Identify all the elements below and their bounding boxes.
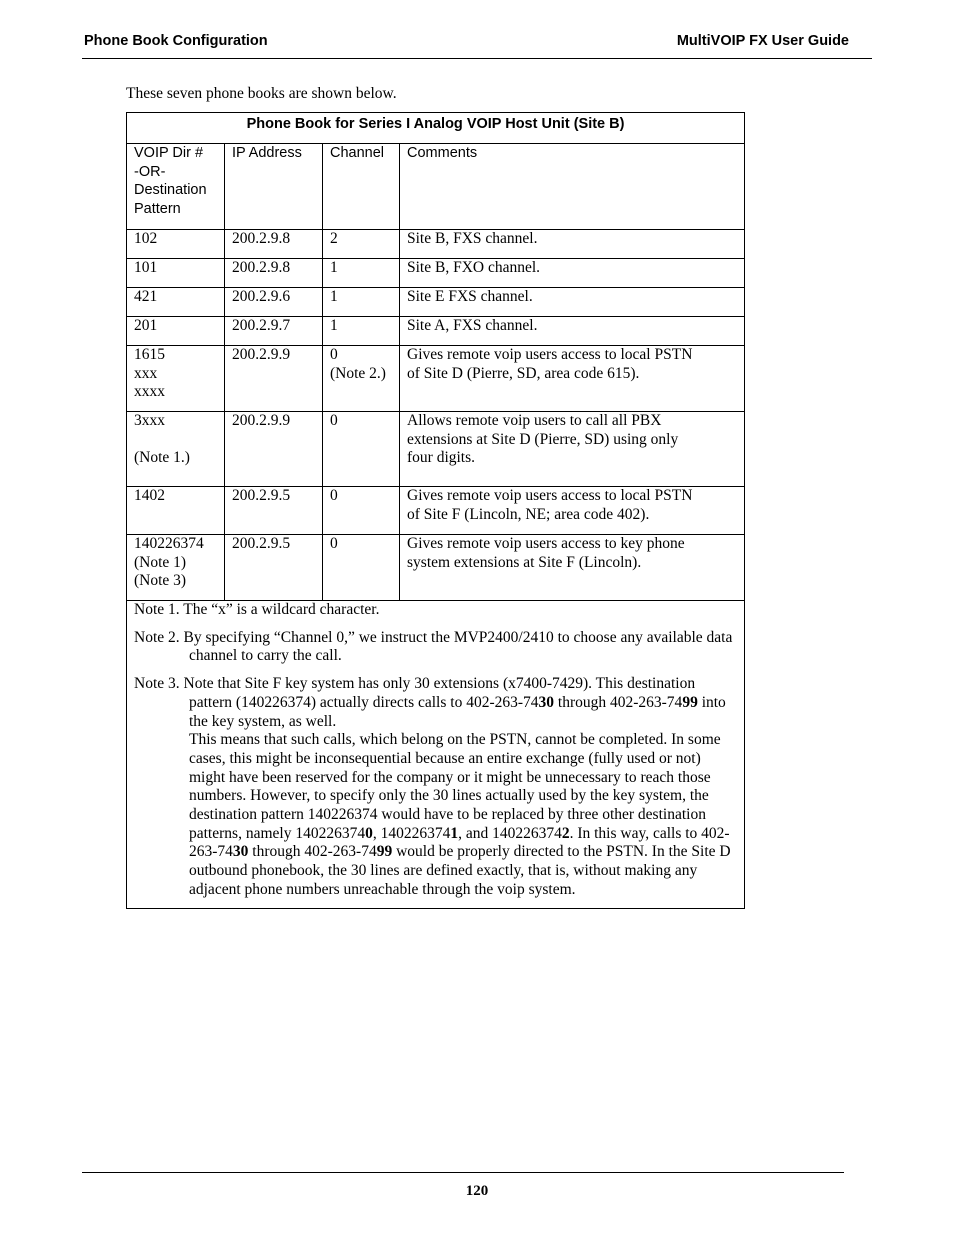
- running-header-section: Phone Book Configuration: [84, 33, 268, 49]
- note-3-bold: 30: [538, 693, 555, 711]
- ip-cell: 200.2.9.9: [225, 412, 323, 487]
- comment-line: Allows remote voip users to call all PBX: [407, 412, 662, 429]
- comment-line: extensions at Site D (Pierre, SD) using only: [407, 430, 679, 448]
- ip-cell: 200.2.9.6: [225, 288, 323, 317]
- dir-note: (Note 1.): [134, 449, 190, 467]
- note-3-text: would be properly directed to the PSTN. In the Site D outbound phonebook, the 30 lines are defined exactly, that is, without making any adjacent phone numbers unreachable through the voip system.: [189, 843, 731, 898]
- note-3-bold: 0: [365, 824, 373, 842]
- intro-text: These seven phone books are shown below.: [126, 85, 397, 102]
- column-header-dir: [127, 144, 225, 230]
- comment-line: Site B, FXO channel.: [407, 259, 541, 276]
- channel-note: (Note 2.): [330, 364, 386, 382]
- note-3-bold: 99: [682, 693, 698, 711]
- note-3-text: . In this way, calls to 402-263-74: [189, 824, 730, 861]
- channel-value: 0: [330, 535, 338, 552]
- dir-cell: [127, 535, 225, 601]
- dir-note: (Note 1): [134, 553, 187, 571]
- note-3-text: through 402-263-74: [248, 843, 377, 861]
- note-3-bold: 30: [232, 843, 249, 861]
- dir-cell: [127, 487, 225, 535]
- notes-row: [127, 601, 745, 909]
- dir-value: xxx: [134, 364, 158, 382]
- comment-line: Site A, FXS channel.: [407, 317, 538, 334]
- dir-value: 140226374: [134, 535, 204, 552]
- channel-cell: [323, 487, 400, 535]
- dir-cell: [127, 230, 225, 259]
- column-header-channel: Channel: [323, 144, 400, 230]
- dir-cell: [127, 259, 225, 288]
- note-2: Note 2. By specifying “Channel 0,” we instruct the MVP2400/2410 to choose any available data channel to carry the call.: [134, 628, 733, 665]
- dir-cell: [127, 288, 225, 317]
- table-row: [127, 487, 745, 535]
- comments-cell: [400, 535, 745, 601]
- comments-cell: [400, 259, 745, 288]
- table-row: [127, 346, 745, 412]
- table-row: [127, 288, 745, 317]
- comment-line: Gives remote voip users access to local PSTN: [407, 487, 693, 504]
- ip-cell: 200.2.9.5: [225, 487, 323, 535]
- comment-line: Site E FXS channel.: [407, 288, 533, 305]
- note-1: Note 1. The “x” is a wildcard character.: [134, 601, 380, 618]
- channel-cell: [323, 259, 400, 288]
- comments-cell: [400, 487, 745, 535]
- dir-value: 102: [134, 230, 158, 247]
- dir-value: xxxx: [134, 383, 165, 401]
- table-title-row: [127, 113, 745, 144]
- column-header-row: [127, 144, 745, 230]
- table-title: Phone Book for Series I Analog VOIP Host Unit (Site B): [127, 113, 745, 144]
- phone-book-table: [126, 112, 745, 909]
- dir-value: 421: [134, 288, 158, 305]
- ip-cell: 200.2.9.8: [225, 259, 323, 288]
- column-header-dir-line: Destination: [134, 182, 207, 198]
- comment-line: four digits.: [407, 449, 476, 467]
- header-rule: [82, 58, 872, 59]
- note-3-text: Note 3. Note that Site F key system has only 30 extensions (x7400-7429). This destination pattern (140226374) actually directs calls to 402-263-74: [134, 675, 696, 711]
- table-row: [127, 230, 745, 259]
- comments-cell: [400, 288, 745, 317]
- dir-value: 1402: [134, 487, 165, 504]
- channel-cell: [323, 288, 400, 317]
- channel-value: 1: [330, 259, 338, 276]
- note-3-text: This means that such calls, which belong on the PSTN, cannot be completed. In some cases, this might be inconsequential because an entire exchange (fully used or not) might have been reserved for the company or it might be unnecessary to reach those numbers. However, to specify only the 30 lines actually used by the key system, the destination pattern 140226374 would have to be replaced by three other destination patterns, namely 140226374: [189, 731, 721, 842]
- ip-cell: 200.2.9.5: [225, 535, 323, 601]
- column-header-comments: Comments: [400, 144, 745, 230]
- table-row: [127, 412, 745, 487]
- channel-value: 1: [330, 317, 338, 334]
- comments-cell: [400, 317, 745, 346]
- dir-note: (Note 3): [134, 572, 187, 590]
- dir-value: 101: [134, 259, 158, 276]
- comment-line: Gives remote voip users access to key phone: [407, 535, 685, 552]
- dir-value: 1615: [134, 346, 165, 363]
- note-gap: [134, 620, 735, 629]
- comment-line: of Site F (Lincoln, NE; area code 402).: [407, 505, 650, 523]
- channel-cell: [323, 317, 400, 346]
- note-3-bold: 2: [561, 824, 570, 842]
- comment-line: system extensions at Site F (Lincoln).: [407, 553, 642, 571]
- dir-cell: [127, 317, 225, 346]
- comment-line: Gives remote voip users access to local PSTN: [407, 346, 693, 363]
- table-row: [127, 535, 745, 601]
- channel-cell: [323, 346, 400, 412]
- comments-cell: [400, 412, 745, 487]
- note-3-text: , and 140226374: [458, 824, 562, 842]
- ip-cell: 200.2.9.7: [225, 317, 323, 346]
- channel-value: 0: [330, 487, 338, 504]
- note-3-paragraph-2: [134, 731, 735, 899]
- comments-cell: [400, 346, 745, 412]
- dir-cell: [127, 412, 225, 487]
- ip-cell: 200.2.9.9: [225, 346, 323, 412]
- note-3-text: into the key system, as well.: [189, 693, 726, 730]
- comments-cell: [400, 230, 745, 259]
- comment-line: of Site D (Pierre, SD, area code 615).: [407, 364, 640, 382]
- channel-value: 1: [330, 288, 338, 305]
- column-header-ip: IP Address: [225, 144, 323, 230]
- channel-cell: [323, 230, 400, 259]
- comment-line: Site B, FXS channel.: [407, 230, 538, 247]
- dir-value: 3xxx: [134, 412, 165, 429]
- note-3-bold: 99: [376, 843, 393, 861]
- channel-cell: [323, 535, 400, 601]
- note-3-text: , 140226374: [372, 824, 451, 842]
- footer-rule: [82, 1172, 844, 1173]
- dir-spacer: [134, 431, 217, 450]
- running-header-title: MultiVOIP FX User Guide: [676, 33, 849, 49]
- note-3-text: through 402-263-74: [554, 693, 683, 711]
- channel-value: 0: [330, 346, 338, 363]
- channel-cell: [323, 412, 400, 487]
- column-header-dir-line: Pattern: [134, 200, 181, 217]
- note-3-bold: 1: [450, 824, 459, 842]
- note-gap: [134, 666, 735, 675]
- column-header-dir-line: -OR-: [134, 163, 166, 180]
- dir-cell: [127, 346, 225, 412]
- channel-value: 0: [330, 412, 338, 429]
- ip-cell: 200.2.9.8: [225, 230, 323, 259]
- note-3: [134, 675, 735, 731]
- channel-value: 2: [330, 230, 338, 247]
- column-header-dir-line: VOIP Dir #: [134, 145, 204, 161]
- dir-value: 201: [134, 317, 158, 334]
- table-row: [127, 317, 745, 346]
- table-row: [127, 259, 745, 288]
- page-number: 120: [465, 1183, 489, 1199]
- notes-cell: [127, 601, 745, 909]
